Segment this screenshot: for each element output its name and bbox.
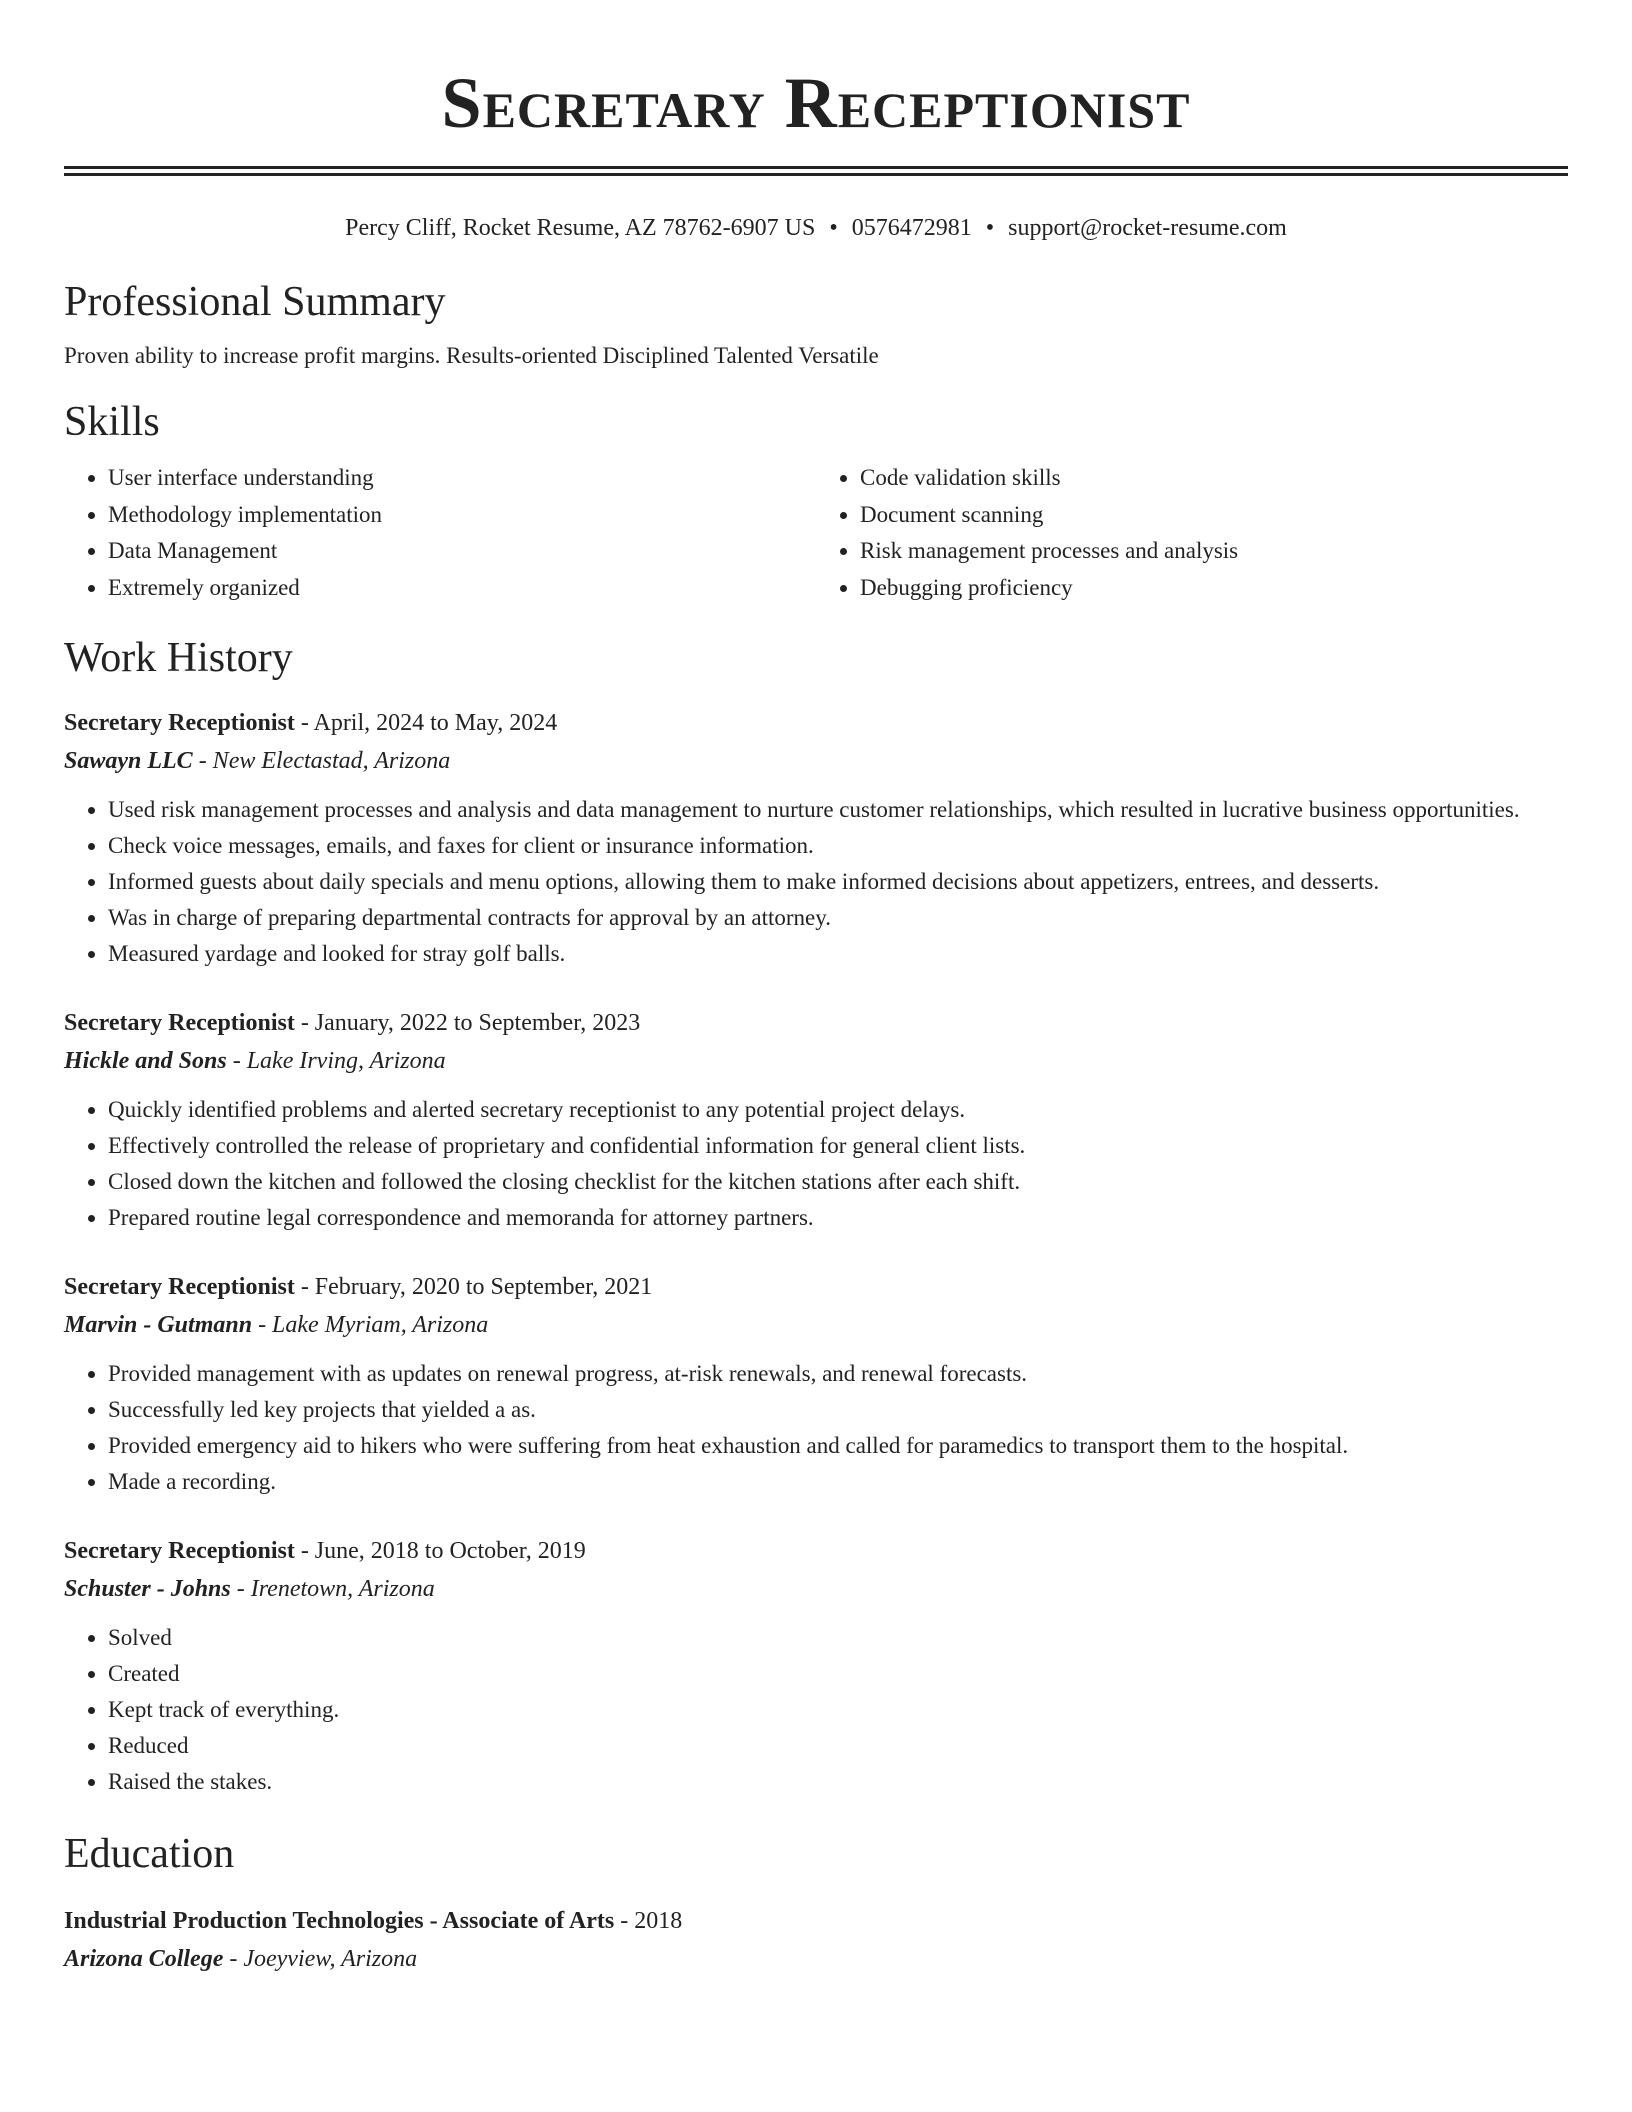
education-degree: Industrial Production Technologies - Associate of Arts — [64, 1908, 615, 1934]
job-role: Secretary Receptionist — [64, 710, 295, 736]
job-company: Schuster - Johns — [64, 1576, 231, 1602]
education-school-line — [64, 1940, 1568, 1978]
job-bullet: • Created — [108, 1656, 1568, 1692]
job-bullets — [64, 1092, 1568, 1236]
job-location: - Irenetown, Arizona — [230, 1576, 435, 1602]
job-location: - Lake Myriam, Arizona — [252, 1312, 489, 1338]
job-bullet: • Prepared routine legal correspondence and memoranda for attorney partners. — [108, 1200, 1568, 1236]
work-history-heading: Work History — [64, 635, 293, 681]
contact-phone: 0576472981 — [851, 215, 972, 241]
title-divider-top — [64, 166, 1568, 169]
job-location: - Lake Irving, Arizona — [226, 1048, 446, 1074]
job-dates: - January, 2022 to September, 2023 — [294, 1010, 641, 1036]
skill-item: • Extremely organized — [108, 570, 816, 607]
job-company-line — [64, 742, 1568, 780]
job-bullets — [64, 1356, 1568, 1500]
job-bullets — [64, 1620, 1568, 1800]
education-degree-line — [64, 1902, 1568, 1940]
skills-list-right — [816, 460, 1568, 606]
job-bullet: • Kept track of everything. — [108, 1692, 1568, 1728]
skill-item: • Risk management processes and analysis — [860, 533, 1568, 570]
contact-email: support@rocket-resume.com — [1008, 215, 1287, 241]
job-title-line — [64, 1004, 1568, 1042]
job-entry — [64, 1532, 1568, 1800]
education-year: - 2018 — [614, 1908, 683, 1934]
job-bullet: • Informed guests about daily specials and menu options, allowing them to make informed decisions about appetizers, entrees, and desserts. — [108, 864, 1568, 900]
contact-line — [64, 212, 1568, 244]
job-company: Sawayn LLC — [64, 748, 193, 774]
job-title-line — [64, 704, 1568, 742]
job-role: Secretary Receptionist — [64, 1538, 295, 1564]
summary-text: Proven ability to increase profit margins. Results-oriented Disciplined Talented Versatile — [64, 343, 879, 368]
job-bullet: • Was in charge of preparing departmental contracts for approval by an attorney. — [108, 900, 1568, 936]
job-bullet: • Used risk management processes and analysis and data management to nurture customer relationships, which resulted in lucrative business opportunities. — [108, 792, 1568, 828]
job-bullet: • Made a recording. — [108, 1464, 1568, 1500]
skill-item: • User interface understanding — [108, 460, 816, 497]
job-role: Secretary Receptionist — [64, 1010, 295, 1036]
job-bullet: • Effectively controlled the release of proprietary and confidential information for general client lists. — [108, 1128, 1568, 1164]
job-company: Marvin - Gutmann — [64, 1312, 253, 1338]
skill-item: • Data Management — [108, 533, 816, 570]
skill-item: • Methodology implementation — [108, 497, 816, 534]
job-bullet: • Raised the stakes. — [108, 1764, 1568, 1800]
job-bullet: • Quickly identified problems and alerted secretary receptionist to any potential project delays. — [108, 1092, 1568, 1128]
education-heading: Education — [64, 1831, 235, 1877]
job-company-line — [64, 1306, 1568, 1344]
job-company-line — [64, 1042, 1568, 1080]
job-dates: - April, 2024 to May, 2024 — [294, 710, 558, 736]
job-dates: - February, 2020 to September, 2021 — [294, 1274, 653, 1300]
job-bullet: • Provided emergency aid to hikers who were suffering from heat exhaustion and called for paramedics to transport them to the hospital. — [108, 1428, 1568, 1464]
education-school: Arizona College — [64, 1946, 224, 1972]
title-divider-bottom — [64, 173, 1568, 176]
job-company-line — [64, 1570, 1568, 1608]
skill-item: • Code validation skills — [860, 460, 1568, 497]
skill-item: • Debugging proficiency — [860, 570, 1568, 607]
skills-grid — [64, 460, 1568, 606]
job-role: Secretary Receptionist — [64, 1274, 295, 1300]
contact-separator: • — [985, 215, 995, 241]
job-entry — [64, 1268, 1568, 1500]
skills-heading: Skills — [64, 399, 160, 445]
contact-address: Percy Cliff, Rocket Resume, AZ 78762-6907 US — [345, 215, 816, 241]
skill-item: • Document scanning — [860, 497, 1568, 534]
skills-list-left — [64, 460, 816, 606]
job-bullet: • Check voice messages, emails, and faxes for client or insurance information. — [108, 828, 1568, 864]
job-bullet: • Successfully led key projects that yielded a as. — [108, 1392, 1568, 1428]
job-location: - New Electastad, Arizona — [192, 748, 451, 774]
job-bullet: • Closed down the kitchen and followed the closing checklist for the kitchen stations after each shift. — [108, 1164, 1568, 1200]
contact-separator: • — [829, 215, 838, 241]
job-entry — [64, 1004, 1568, 1236]
job-bullet: • Reduced — [108, 1728, 1568, 1764]
job-bullets — [64, 792, 1568, 972]
job-dates: - June, 2018 to October, 2019 — [294, 1538, 586, 1564]
job-entry — [64, 704, 1568, 972]
job-bullet: • Solved — [108, 1620, 1568, 1656]
education-location: - Joeyview, Arizona — [223, 1946, 418, 1972]
job-bullet: • Measured yardage and looked for stray golf balls. — [108, 936, 1568, 972]
job-title-line — [64, 1532, 1568, 1570]
resume-title: Secretary Receptionist — [441, 63, 1191, 143]
job-title-line — [64, 1268, 1568, 1306]
summary-heading: Professional Summary — [64, 279, 446, 325]
job-bullet: • Provided management with as updates on renewal progress, at-risk renewals, and renewal forecasts. — [108, 1356, 1568, 1392]
job-company: Hickle and Sons — [64, 1048, 227, 1074]
